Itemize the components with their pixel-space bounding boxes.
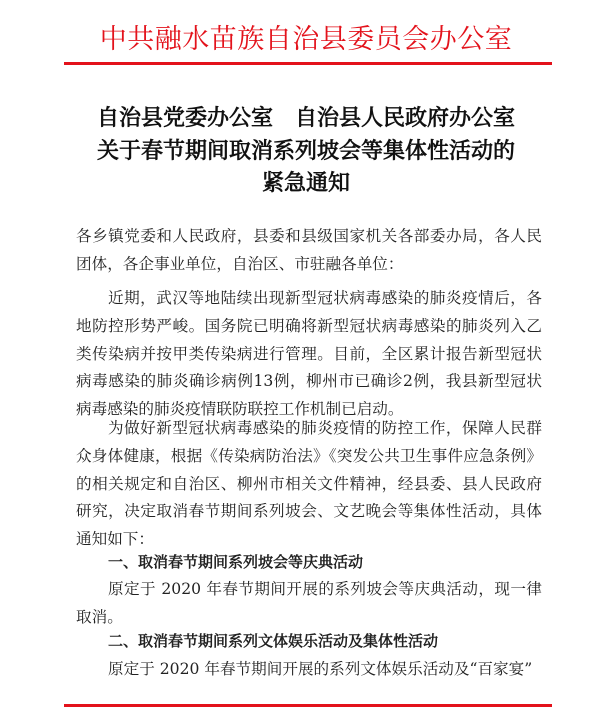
body-paragraph-2: 为做好新型冠状病毒感染的肺炎疫情的防控工作，保障人民群众身体健康，根据《传染病防治法》《突发公共卫生事件应急条例》的相关规定和自治区、柳州市相关文件精神，经县委、县人民政府研究，决定取消春节期间系列坡会、文艺晚会等集体性活动，具体通知如下： (76, 419, 542, 549)
addressees: 各乡镇党委和人民政府，县委和县级国家机关各部委办局，各人民团体，各企事业单位，自治区、市驻融各单位： (76, 227, 542, 273)
section-1-body: 原定于 2020 年春节期间开展的系列坡会等庆典活动，现一律取消。 (76, 580, 542, 626)
document-title-line-3: 紧急通知 (261, 170, 350, 196)
section-2-body: 原定于 2020 年春节期间开展的系列文体娱乐活动及“百家宴” (108, 660, 533, 678)
section-2-heading: 二、取消春节期间系列文体娱乐活动及集体性活动 (108, 632, 439, 650)
footer-red-rule (64, 704, 552, 707)
document-title-line-2: 关于春节期间取消系列坡会等集体性活动的 (96, 138, 515, 164)
document-title-line-1: 自治县党委办公室 自治县人民政府办公室 (96, 105, 515, 131)
letterhead-org-name: 中共融水苗族自治县委员会办公室 (99, 24, 513, 55)
section-1-heading: 一、取消春节期间系列坡会等庆典活动 (108, 553, 364, 571)
letterhead-red-rule (64, 62, 552, 65)
body-paragraph-1: 近期，武汉等地陆续出现新型冠状病毒感染的肺炎疫情后，各地防控形势严峻。国务院已明确将新型冠状病毒感染的肺炎列入乙类传染病并按甲类传染病进行管理。目前，全区累计报告新型冠状病毒感染的肺炎确诊病例13例，柳州市已确诊2例，我县新型冠状病毒感染的肺炎疫情联防联控工作机制已启动。 (76, 289, 542, 419)
